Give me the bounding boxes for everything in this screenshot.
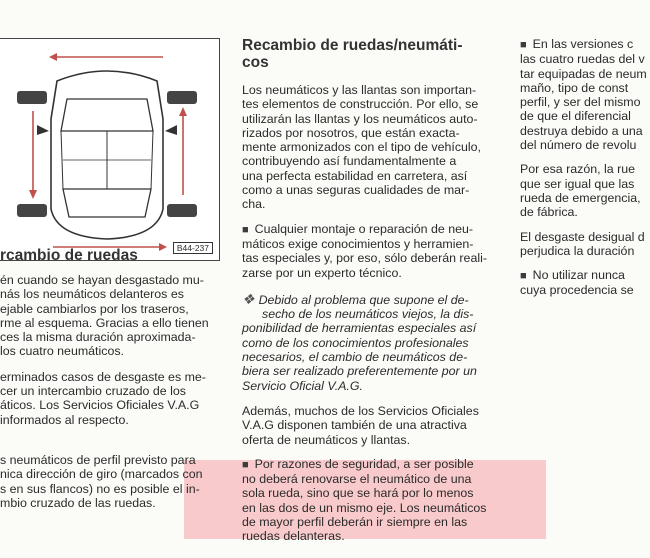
middle-paragraph-2: ■ Cualquier montaje o reparación de neu- máticos exige conocimientos y herramien- tas especiales y, por eso, sólo deberán reali- zarse por un experto técnico. bbox=[242, 221, 487, 280]
square-bullet-icon: ■ bbox=[242, 223, 249, 236]
middle-column bbox=[242, 37, 500, 544]
car-diagram bbox=[0, 39, 219, 260]
right-paragraph-4: ■ No utilizar nunca cuya procedencia se bbox=[520, 268, 634, 298]
middle-paragraph-3: ❖ Debido al problema que supone el de- secho de los neumáticos viejos, la dis- ponibilidad de herramientas especiales así como de los conocimientos profesionales necesarios, el cambio de neumáticos de- biera ser realizado preferentemente por un Servicio Oficial V.A.G. bbox=[242, 290, 477, 393]
left-heading: rcambio de ruedas bbox=[0, 247, 138, 264]
middle-paragraph-4: Además, muchos de los Servicios Oficiales V.A.G disponen también de una atractiva oferta de neumáticos y llantas. bbox=[242, 403, 479, 447]
square-bullet-icon: ■ bbox=[520, 39, 527, 51]
middle-heading: Recambio de ruedas/neumáti- cos bbox=[242, 37, 463, 71]
square-bullet-icon: ■ bbox=[520, 270, 527, 283]
tire-rotation-figure bbox=[0, 38, 220, 261]
right-paragraph-1: ■ En las versiones c las cuatro ruedas del v tar equipadas de neum maño, tipo de const perfil, y ser del mismo de que el diferencial destruya debido a una del número de revolu bbox=[520, 37, 647, 153]
right-column bbox=[520, 37, 650, 298]
middle-paragraph-1: Los neumáticos y las llantas son importan- tes elementos de construcción. Por ello, se utilizarán las llantas y los neumáticos auto- rizados por nosotros, que están exacta- mente armonizados con el tipo de vehículo, contribuyendo así fundamentalmente a una perfecta estabilidad en carretera, así como a unas seguras cualidades de mar- cha. bbox=[242, 83, 482, 212]
rear-right-wheel bbox=[167, 204, 197, 217]
left-paragraph-3: s neumáticos de perfil previsto para nica dirección de giro (marcados con s en sus flancos) no es posible el in- mbio cruzado de las ruedas. bbox=[0, 452, 203, 510]
figure-code: B44-237 bbox=[173, 242, 213, 254]
left-paragraph-1: én cuando se hayan desgastado mu- nás los neumáticos delanteros es ejable cambiarlos por los traseros, rme al esquema. Gracias a ello tienen ces la misma duración aproximada- los cuatro neumáticos. bbox=[0, 273, 209, 359]
left-paragraph-2: erminados casos de desgaste es me- cer un intercambio cruzado de los áticos. Los Servicios Oficiales V.A.G informados al respecto. bbox=[0, 369, 206, 427]
left-column bbox=[0, 247, 222, 510]
diamond-icon: ❖ bbox=[242, 290, 255, 307]
square-bullet-icon: ■ bbox=[242, 458, 249, 471]
middle-paragraph-5: ■ Por razones de seguridad, a ser posible no deberá renovarse el neumático de una sola rueda, sino que se hará por lo menos en las dos de un mismo eje. Los neumáticos de mayor perfil deberán ir siempre en las ruedas delanteras. bbox=[242, 456, 487, 544]
rear-left-wheel bbox=[17, 204, 47, 217]
front-right-wheel bbox=[167, 91, 197, 104]
right-paragraph-2: Por esa razón, la rue que ser igual que las rueda de emergencia, de fábrica. bbox=[520, 162, 641, 220]
front-left-wheel bbox=[17, 91, 47, 104]
right-paragraph-3: El desgaste desigual d perjudica la duración bbox=[520, 229, 645, 258]
